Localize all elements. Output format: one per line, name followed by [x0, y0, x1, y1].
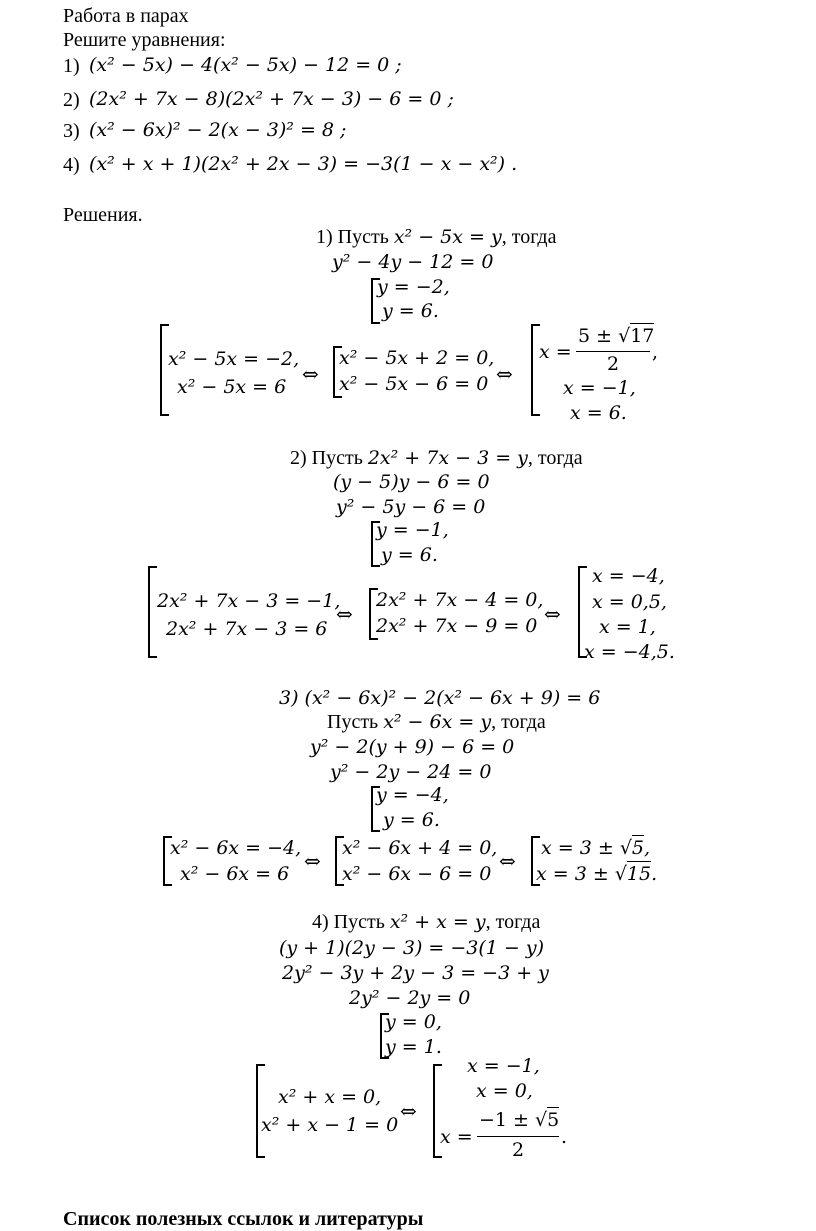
s1-solution-2: x = −1, — [563, 377, 636, 399]
s2-root-1: y = −1, — [376, 519, 449, 541]
s3-sqrt-5: 5 — [631, 837, 645, 859]
s2-eq-1: (y − 5)y − 6 = 0 — [333, 471, 490, 493]
s4-solution-x-lhs: x = — [440, 1126, 473, 1148]
s2-system-a-line-2: 2x² + 7x − 3 = 6 — [166, 618, 328, 640]
s2-solution-1: x = −4, — [592, 565, 665, 587]
s4-solution-2: x = 0, — [476, 1080, 533, 1102]
s4-solution-numerator: −1 ± √5 — [479, 1109, 560, 1131]
worksheet-title: Работа в парах — [63, 5, 189, 27]
s3-intro-equation: x² − 6x = y — [383, 711, 492, 733]
s1-system-b-line-1: x² − 5x + 2 = 0, — [339, 347, 495, 369]
s2-solution-4: x = −4,5. — [584, 641, 675, 663]
s2-intro-suffix: , тогда — [527, 447, 583, 469]
s3-solution-1: x = 3 ± √5, — [541, 837, 651, 859]
s1-solution-3: x = 6. — [570, 402, 627, 424]
s3-equiv-1: ⇔ — [304, 849, 321, 873]
s1-system-b-line-2: x² − 5x − 6 = 0 — [339, 373, 489, 395]
s4-intro-equation: x² + x = y — [389, 911, 486, 933]
s3-root-2: y = 6. — [383, 809, 440, 831]
s1-solution-numerator: 5 ± √17 — [578, 325, 655, 347]
s2-intro — [290, 446, 583, 470]
s2-intro-equation: 2x² + 7x − 3 = y — [367, 447, 528, 469]
s2-system-a-line-1: 2x² + 7x − 3 = −1, — [157, 590, 341, 612]
s4-sqrt-radicand: 5 — [547, 1109, 560, 1131]
task-2-equation: (2x² + 7x − 8)(2x² + 7x − 3) − 6 = 0 ; — [89, 88, 454, 110]
s3-system-b-line-1: x² − 6x + 4 = 0, — [342, 837, 498, 859]
s4-system-a-line-1: x² + x = 0, — [278, 1086, 382, 1108]
task-2-number: 2) — [63, 89, 80, 111]
task-4-equation: (x² + x + 1)(2x² + 2x − 3) = −3(1 − x − x²) . — [89, 153, 518, 175]
s4-intro-suffix: , тогда — [485, 911, 541, 933]
s3-intro-suffix: , тогда — [491, 711, 546, 733]
task-1-number: 1) — [63, 55, 80, 77]
s3-eq-2: y² − 2y − 24 = 0 — [330, 761, 492, 783]
s1-intro — [316, 225, 556, 249]
s1-sqrt-radicand: 17 — [630, 325, 655, 347]
s4-system-a-line-2: x² + x − 1 = 0 — [261, 1114, 399, 1136]
s1-intro-prefix: 1) Пусть — [316, 226, 389, 248]
s3-intro-prefix: Пусть — [327, 711, 379, 733]
s4-solution-dot: . — [561, 1126, 568, 1148]
s3-sqrt-15: 15 — [626, 863, 652, 885]
s2-equiv-1: ⇔ — [336, 602, 353, 626]
s4-intro — [312, 910, 540, 934]
s2-eq-2: y² − 5y − 6 = 0 — [336, 496, 486, 518]
s3-intro — [327, 710, 546, 734]
s1-solution-comma: , — [652, 341, 659, 363]
task-instruction: Решите уравнения: — [63, 29, 226, 51]
s2-solution-2: x = 0,5, — [592, 591, 667, 613]
task-3-equation: (x² − 6x)² − 2(x − 3)² = 8 ; — [89, 119, 347, 141]
task-1-equation: (x² − 5x) − 4(x² − 5x) − 12 = 0 ; — [89, 54, 402, 76]
s4-eq-2: 2y² − 3y + 2y − 3 = −3 + y — [282, 962, 549, 984]
s3-system-b-line-2: x² − 6x − 6 = 0 — [342, 863, 492, 885]
s3-expanded-equation: 3) (x² − 6x)² − 2(x² − 6x + 9) = 6 — [279, 687, 601, 709]
s1-intro-equation: x² − 5x = y — [393, 226, 502, 248]
task-3-number: 3) — [63, 120, 80, 142]
s4-root-1: y = 0, — [385, 1011, 442, 1033]
task-4-number: 4) — [63, 154, 80, 176]
s1-intro-suffix: , тогда — [501, 226, 557, 248]
s1-root-2: y = 6. — [382, 300, 439, 322]
s4-eq-3: 2y² − 2y = 0 — [349, 987, 471, 1009]
s3-system-a-line-2: x² − 6x = 6 — [180, 863, 290, 885]
s3-eq-1: y² − 2(y + 9) − 6 = 0 — [310, 736, 515, 758]
s1-equiv-1: ⇔ — [302, 362, 319, 386]
s4-fraction-bar — [477, 1136, 559, 1137]
s2-system-b-line-2: 2x² + 7x − 9 = 0 — [376, 615, 538, 637]
s1-system-a-line-1: x² − 5x = −2, — [168, 348, 300, 370]
s2-system-a-bracket — [148, 566, 157, 658]
s1-solution-bracket — [531, 324, 540, 416]
s2-root-2: y = 6. — [381, 544, 438, 566]
s1-quadratic: y² − 4y − 12 = 0 — [332, 251, 494, 273]
s4-equiv: ⇔ — [400, 1099, 417, 1123]
s3-system-a-line-1: x² − 6x = −4, — [170, 837, 302, 859]
s4-solution-1: x = −1, — [467, 1055, 540, 1077]
s1-equiv-2: ⇔ — [496, 362, 513, 386]
s4-root-2: y = 1. — [385, 1036, 442, 1058]
s2-system-b-line-1: 2x² + 7x − 4 = 0, — [376, 589, 544, 611]
s4-intro-prefix: 4) Пусть — [312, 911, 385, 933]
s3-equiv-2: ⇔ — [499, 849, 516, 873]
s4-system-a-bracket — [256, 1064, 265, 1158]
references-heading: Список полезных ссылок и литературы — [63, 1208, 424, 1230]
solutions-heading: Решения. — [63, 204, 143, 226]
s1-solution-x-lhs: x = — [539, 341, 572, 363]
s1-solution-denominator: 2 — [607, 353, 620, 375]
s1-root-1: y = −2, — [377, 276, 450, 298]
s2-equiv-2: ⇔ — [544, 602, 561, 626]
s1-system-a-line-2: x² − 5x = 6 — [177, 376, 287, 398]
s3-root-1: y = −4, — [376, 784, 449, 806]
s4-solution-denominator: 2 — [512, 1139, 525, 1161]
s3-solution-2: x = 3 ± √15. — [536, 863, 658, 885]
s4-eq-1: (y + 1)(2y − 3) = −3(1 − y) — [279, 937, 545, 959]
s2-solution-3: x = 1, — [599, 616, 656, 638]
s2-intro-prefix: 2) Пусть — [290, 447, 363, 469]
